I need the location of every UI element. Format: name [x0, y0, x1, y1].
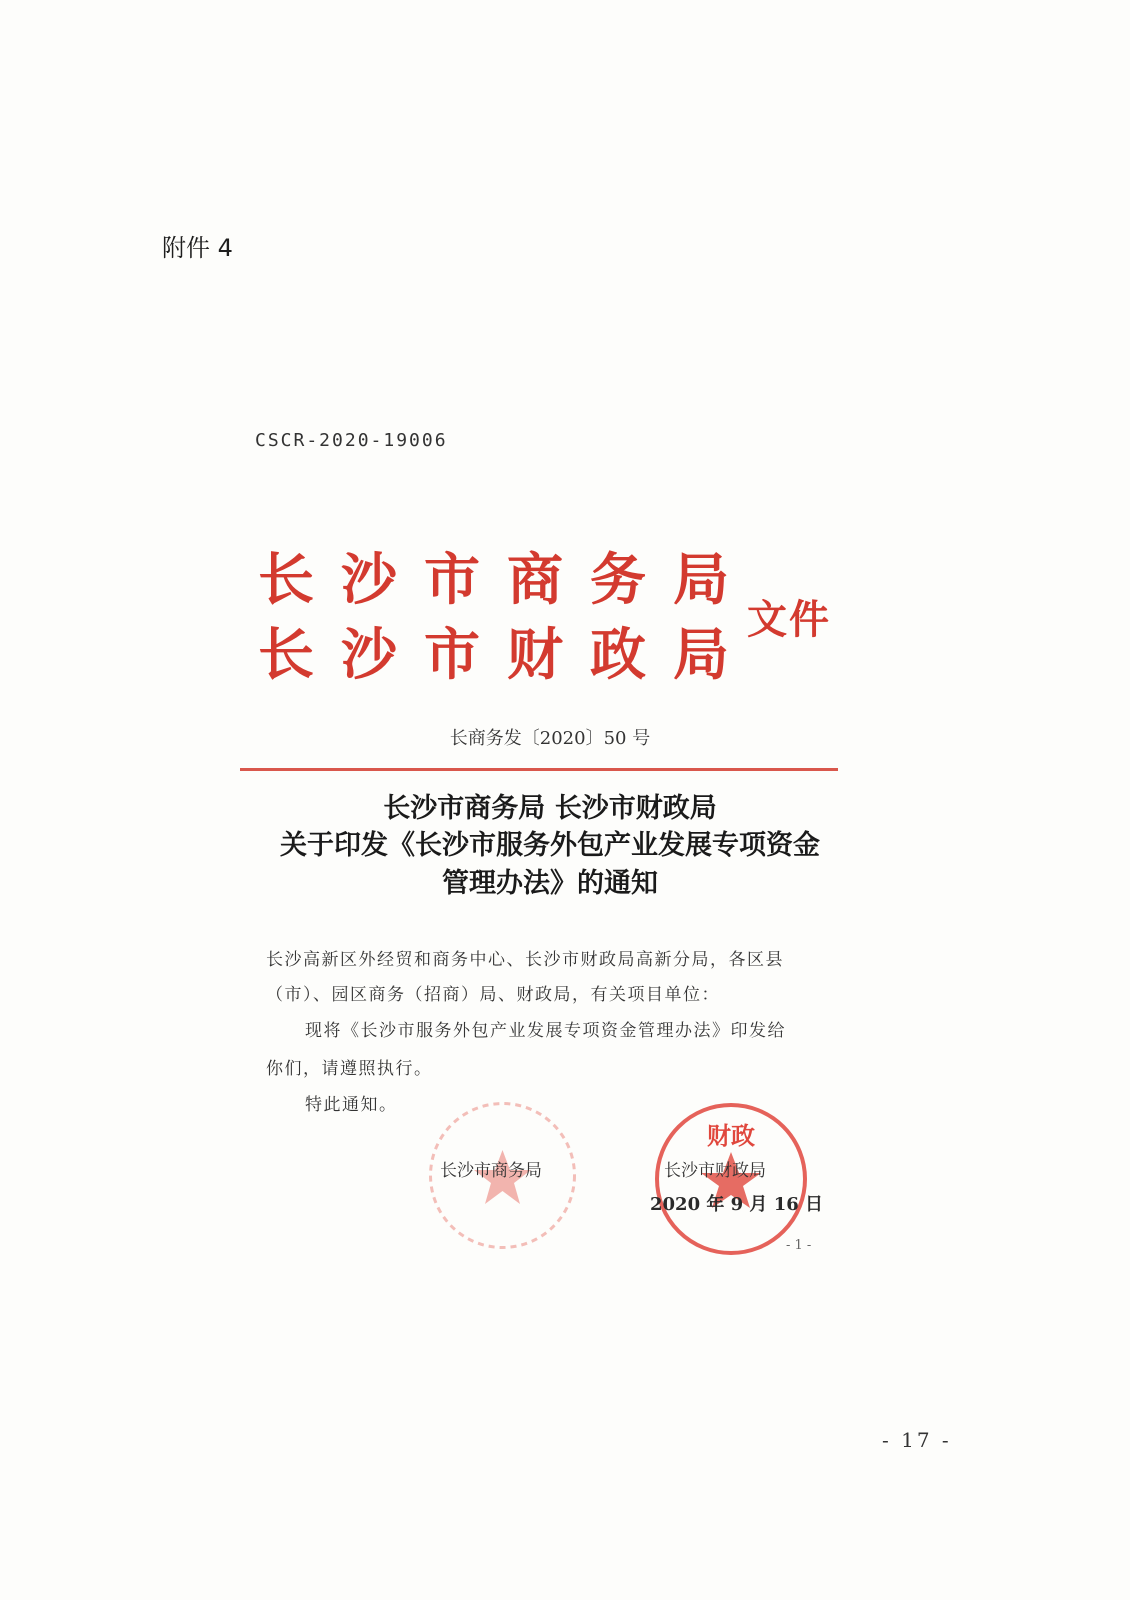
seal-text: 财政 — [707, 1121, 755, 1150]
document-number: 长商务发〔2020〕50 号 — [449, 728, 651, 749]
page-number: - 17 - — [882, 1428, 952, 1452]
title-line-3: 管理办法》的通知 — [442, 868, 658, 899]
body-line-2: （市）、园区商务（招商）局、财政局，有关项目单位： — [266, 985, 720, 1005]
issuer-finance: 长沙市财政局 — [258, 622, 756, 688]
inner-page-number: - 1 - — [786, 1238, 812, 1253]
document-suffix: 文件 — [747, 596, 831, 643]
body-line-4: 你们，请遵照执行。 — [266, 1059, 433, 1079]
signature-commerce: 长沙市商务局 — [440, 1161, 542, 1181]
title-line-1: 长沙市商务局 长沙市财政局 — [383, 793, 717, 824]
issuer-commerce: 长沙市商务局 — [258, 547, 756, 613]
signature-date: 2020 年 9 月 16 日 — [650, 1194, 824, 1215]
red-divider — [240, 768, 838, 771]
attachment-label: 附件 4 — [162, 234, 233, 262]
body-line-1: 长沙高新区外经贸和商务中心、长沙市财政局高新分局，各区县 — [266, 950, 784, 970]
body-line-3: 现将《长沙市服务外包产业发展专项资金管理办法》印发给 — [305, 1021, 786, 1041]
signature-finance: 长沙市财政局 — [664, 1161, 766, 1181]
title-line-2: 关于印发《长沙市服务外包产业发展专项资金 — [280, 830, 820, 861]
document-code: CSCR-2020-19006 — [255, 430, 448, 451]
body-line-5: 特此通知。 — [305, 1095, 398, 1115]
